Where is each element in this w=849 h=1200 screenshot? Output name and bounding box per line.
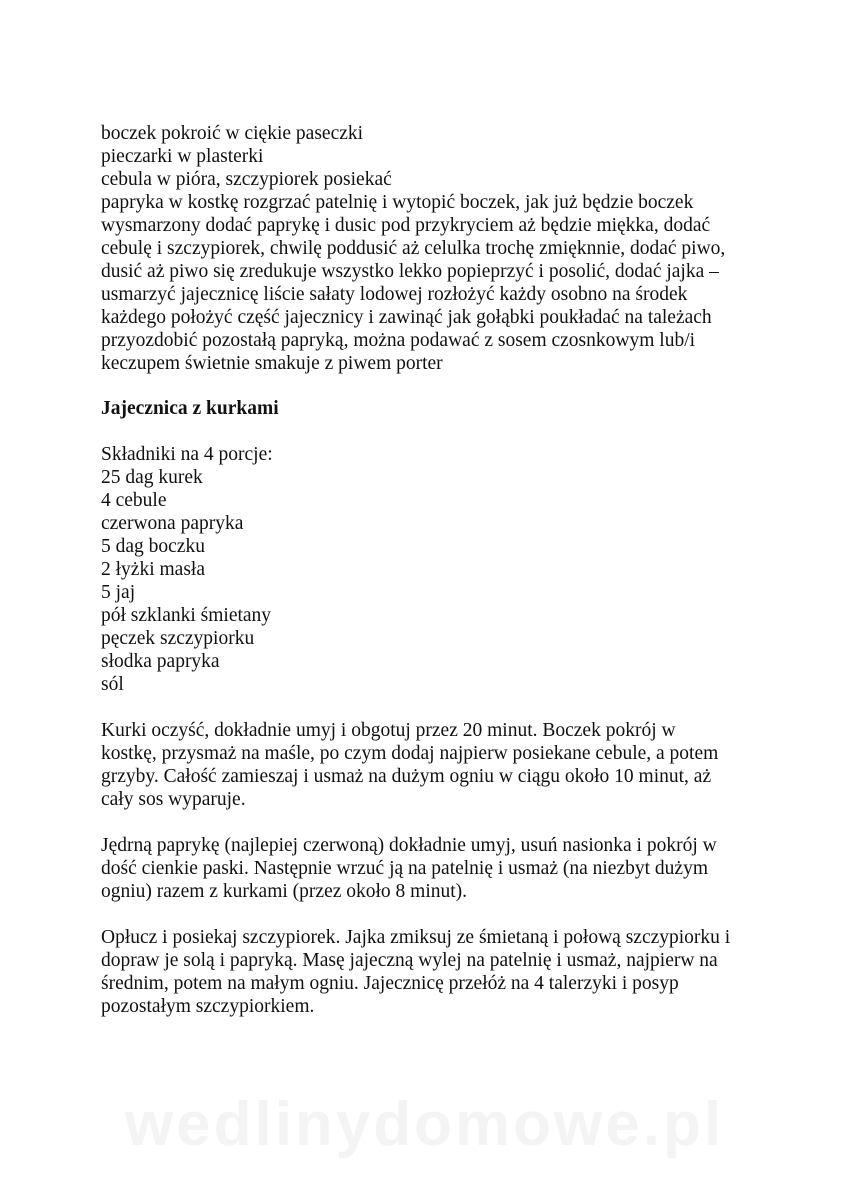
text-line: kostkę, przysmaż na maśle, po czym dodaj najpierw posiekane cebule, a potem — [101, 743, 719, 764]
intro-paragraph — [101, 122, 781, 375]
text-line: papryka w kostkę rozgrzać patelnię i wytopić boczek, jak już będzie boczek — [101, 192, 694, 213]
ingredient-item: 5 jaj — [101, 582, 136, 603]
ingredient-item: czerwona papryka — [101, 513, 244, 534]
text-line: przyozdobić pozostałą papryką, można podawać z sosem czosnkowym lub/i — [101, 330, 696, 351]
text-line: usmarzyć jajecznicę liście sałaty lodowej rozłożyć każdy osobno na środek — [101, 284, 688, 305]
ingredient-item: 2 łyżki masła — [101, 559, 205, 580]
text-line: Jędrną paprykę (najlepiej czerwoną) dokładnie umyj, usuń nasionka i pokrój w — [101, 835, 717, 856]
recipe-title: Jajecznica z kurkami — [101, 398, 279, 419]
ingredients-header: Składniki na 4 porcje: — [101, 444, 273, 465]
text-line: Kurki oczyść, dokładnie umyj i obgotuj przez 20 minut. Boczek pokrój w — [101, 720, 676, 741]
text-line: Opłucz i posiekaj szczypiorek. Jajka zmiksuj ze śmietaną i połową szczypiorku i — [101, 927, 731, 948]
step-paragraph — [101, 926, 781, 1018]
text-line: każdego położyć część jajecznicy i zawinąć jak gołąbki poukładać na talеżach — [101, 307, 712, 328]
ingredient-item: sól — [101, 674, 124, 695]
text-line: pieczarki w plasterki — [101, 146, 264, 167]
text-line: cebula w pióra, szczypiorek posiekać — [101, 169, 392, 190]
ingredient-item: słodka papryka — [101, 651, 220, 672]
text-line: cały sos wyparuje. — [101, 789, 246, 810]
ingredient-item: 5 dag boczku — [101, 536, 205, 557]
text-line: cebulę i szczypiorek, chwilę poddusić aż celulka trochę zmięknnie, dodać piwo, — [101, 238, 726, 259]
text-line: boczek pokroić w ciękie paseczki — [101, 123, 364, 144]
recipe-steps — [101, 719, 781, 1018]
text-line: dopraw je solą i papryką. Masę jajeczną wylej na patelnię i usmaż, najpierw na — [101, 950, 718, 971]
text-line: keczupem świetnie smakuje z piwem porter — [101, 353, 443, 374]
ingredient-item: 25 dag kurek — [101, 467, 203, 488]
ingredient-item: pęczek szczypiorku — [101, 628, 255, 649]
text-line: ogniu) razem z kurkami (przez około 8 minut). — [101, 881, 468, 902]
ingredients-list — [101, 443, 781, 696]
ingredient-item: pół szklanki śmietany — [101, 605, 272, 626]
text-line: wysmarzony dodać paprykę i dusic pod przykryciem aż będzie miękka, dodać — [101, 215, 711, 236]
text-line: grzyby. Całość zamieszaj i usmaż na dużym ogniu w ciągu około 10 minut, aż — [101, 766, 712, 787]
ingredient-item: 4 cebule — [101, 490, 167, 511]
watermark: wedlinydomowe.pl — [124, 1090, 725, 1159]
text-line: dość cienkie paski. Następnie wrzuć ją na patelnię i usmaż (na niezbyt dużym — [101, 858, 708, 879]
document-content — [101, 122, 781, 1018]
text-line: średnim, potem na małym ogniu. Jajecznicę przełóż na 4 talerzyki i posyp — [101, 973, 679, 994]
text-line: pozostałym szczypiorkiem. — [101, 996, 315, 1017]
step-paragraph — [101, 834, 781, 903]
step-paragraph — [101, 719, 781, 811]
text-line: dusić aż piwo się zredukuje wszystko lekko popieprzyć i posolić, dodać jajka – — [101, 261, 719, 282]
